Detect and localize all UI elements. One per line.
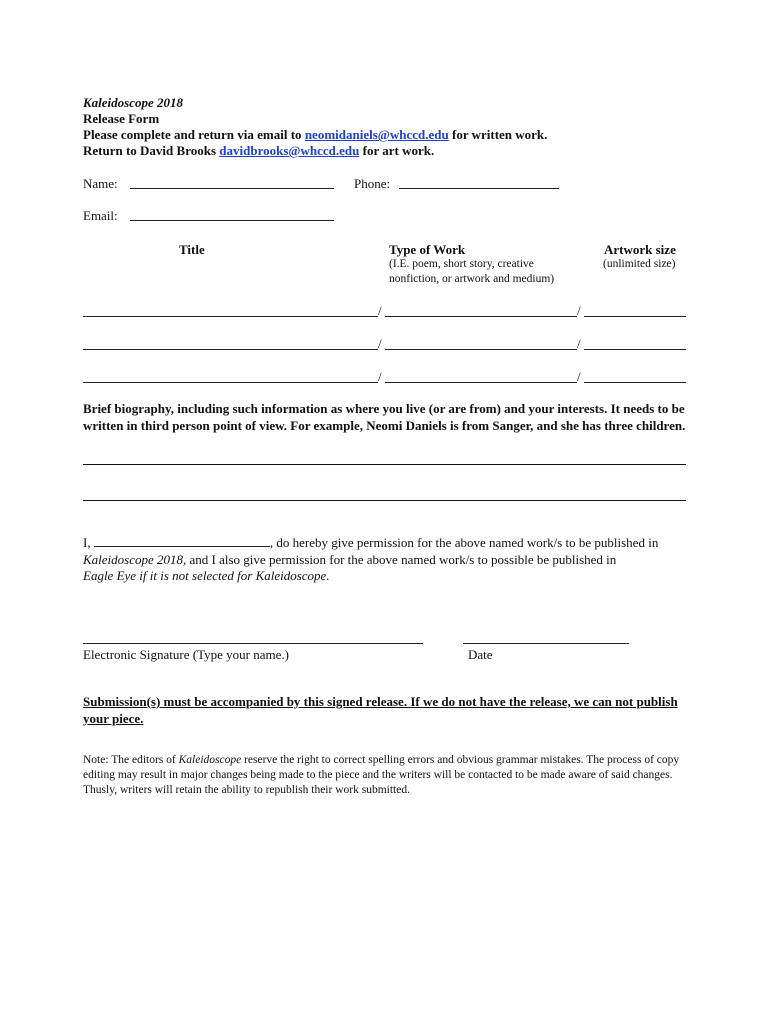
form-title: Kaleidoscope 2018 — [83, 95, 184, 110]
work-type-field-1[interactable] — [385, 316, 577, 317]
row-separator: / — [577, 336, 581, 351]
permission-line-3: Eagle Eye if it is not selected for Kaleidoscope. — [83, 568, 330, 583]
phone-label: Phone: — [354, 176, 391, 191]
col-type-hint-2: nonfiction, or artwork and medium) — [389, 273, 555, 285]
note-text: reserve the right to correct spelling errors and obvious grammar mistakes. The process of copy editing may result in major changes being made to the piece and the writers will be contacted to be made aware of said changes. Thusly, writers will retain the ability to republish their work submitted. — [83, 754, 680, 796]
bio-line-1[interactable] — [83, 464, 686, 465]
row-separator: / — [577, 303, 581, 318]
permission-line-1 — [83, 535, 658, 551]
written-work-email-link[interactable]: neomidaniels@whccd.edu — [304, 127, 449, 142]
email-field[interactable] — [130, 220, 334, 221]
art-instruction-suffix: for art work. — [359, 143, 435, 158]
name-label: Name: — [83, 176, 118, 191]
art-work-instruction — [83, 143, 434, 159]
col-type-hint-1: (I.E. poem, short story, creative — [389, 258, 534, 270]
permission-magazine-name: Kaleidoscope 2018 — [83, 552, 184, 567]
date-label: Date — [468, 647, 493, 662]
permission-name-field[interactable] — [94, 536, 270, 547]
editor-note — [83, 753, 689, 798]
email-label: Email: — [83, 208, 118, 223]
row-separator: / — [378, 369, 382, 384]
work-size-field-1[interactable] — [584, 316, 686, 317]
work-title-field-3[interactable] — [83, 382, 378, 383]
written-work-instruction — [83, 127, 547, 143]
written-instruction-suffix: for written work. — [448, 127, 548, 142]
work-size-field-2[interactable] — [584, 349, 686, 350]
signature-label: Electronic Signature (Type your name.) — [83, 647, 289, 662]
work-title-field-1[interactable] — [83, 316, 378, 317]
phone-field[interactable] — [399, 188, 559, 189]
row-separator: / — [378, 336, 382, 351]
name-field[interactable] — [130, 188, 334, 189]
note-prefix: Note: The editors of — [83, 754, 179, 766]
permission-line-2 — [83, 552, 616, 568]
work-type-field-2[interactable] — [385, 349, 577, 350]
form-subtitle: Release Form — [83, 111, 160, 126]
signature-field[interactable] — [83, 643, 423, 644]
date-field[interactable] — [463, 643, 629, 644]
col-size-header: Artwork size — [604, 242, 676, 257]
permission-text-1: , do hereby give permission for the above named work/s to be published in — [269, 535, 659, 550]
permission-prefix: I, — [83, 535, 94, 550]
submission-notice: Submission(s) must be accompanied by this signed release. If we do not have the release, we can not publish your piece. — [83, 694, 678, 726]
art-instruction-prefix: Return to David Brooks — [83, 143, 220, 158]
written-instruction-prefix: Please complete and return via email to — [83, 127, 305, 142]
work-size-field-3[interactable] — [584, 382, 686, 383]
col-title-header: Title — [179, 242, 205, 257]
col-type-header: Type of Work — [389, 242, 466, 257]
permission-text-2: , and I also give permission for the above named work/s to possible be published in — [183, 552, 617, 567]
art-work-email-link[interactable]: davidbrooks@whccd.edu — [219, 143, 360, 158]
bio-prompt: Brief biography, including such information as where you live (or are from) and your interests. It needs to be written in third person point of view. For example, Neomi Daniels is from Sanger, and she has three children. — [83, 401, 686, 433]
note-magazine-name: Kaleidoscope — [178, 754, 242, 766]
work-type-field-3[interactable] — [385, 382, 577, 383]
work-title-field-2[interactable] — [83, 349, 378, 350]
bio-line-2[interactable] — [83, 500, 686, 501]
row-separator: / — [378, 303, 382, 318]
row-separator: / — [577, 369, 581, 384]
col-size-hint: (unlimited size) — [603, 258, 676, 270]
